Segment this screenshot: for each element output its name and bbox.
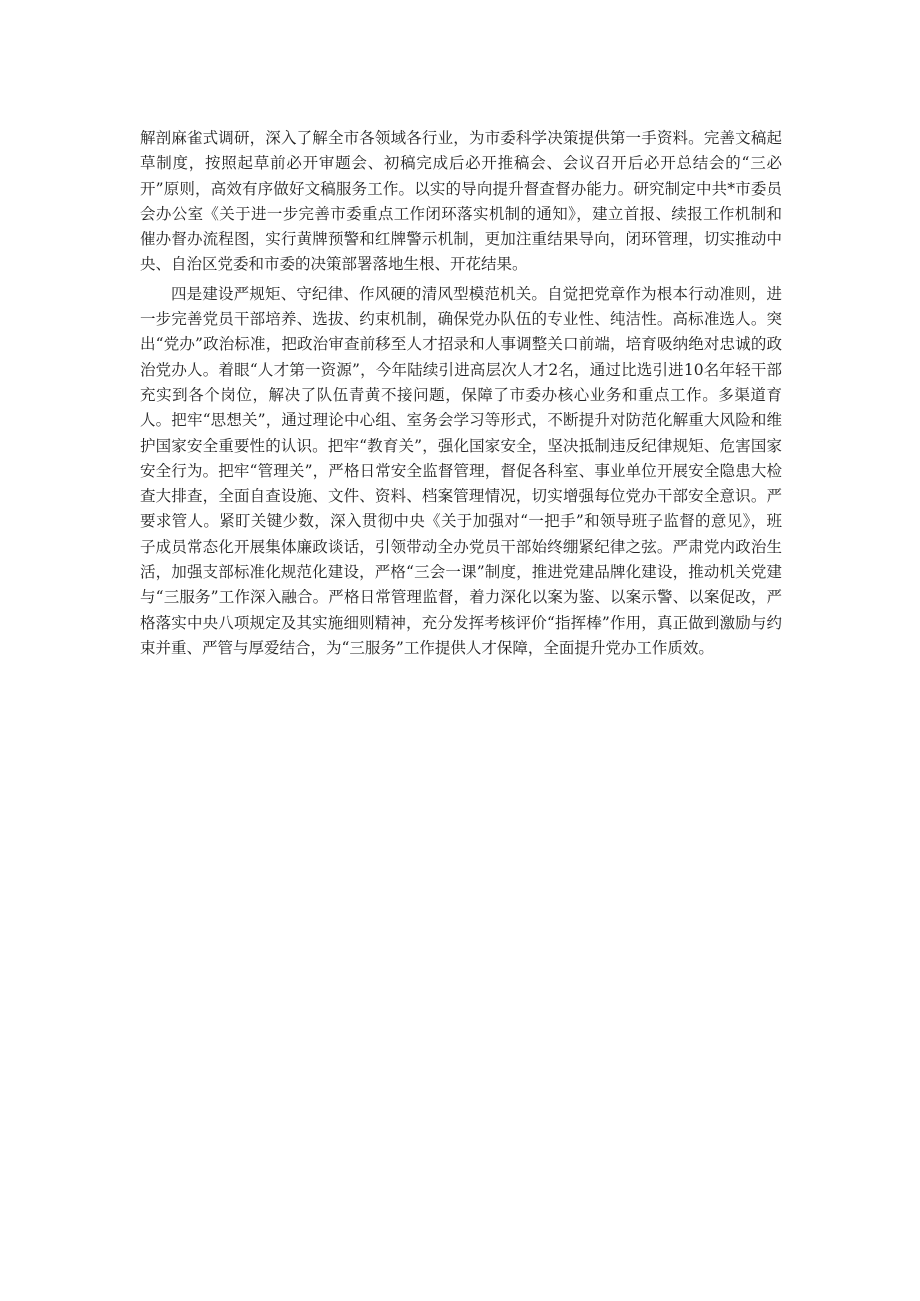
document-body — [140, 126, 782, 661]
paragraph-continued: 解剖麻雀式调研，深入了解全市各领域各行业，为市委科学决策提供第一手资料。完善文稿起草制度，按照起草前必开审题会、初稿完成后必开推稿会、会议召开后必开总结会的“三必开”原则，高效有序做好文稿服务工作。以实的导向提升督查督办能力。研究制定中共*市委员会办公室《关于进一步完善市委重点工作闭环落实机制的通知》，建立首报、续报工作机制和催办督办流程图，实行黄牌预警和红牌警示机制，更加注重结果导向，闭环管理，切实推动中央、自治区党委和市委的决策部署落地生根、开花结果。 — [140, 129, 782, 274]
paragraph-four: 四是建设严规矩、守纪律、作风硬的清风型模范机关。自觉把党章作为根本行动准则，进一步完善党员干部培养、选拔、约束机制，确保党办队伍的专业性、纯洁性。高标准选人。突出“党办”政治标准，把政治审查前移至人才招录和人事调整关口前端，培育吸纳绝对忠诚的政治党办人。着眼“人才第一资源”，今年陆续引进高层次人才2名，通过比选引进10名年轻干部充实到各个岗位，解决了队伍青黄不接问题，保障了市委办核心业务和重点工作。多渠道育人。把牢“思想关”，通过理论中心组、室务会学习等形式，不断提升对防范化解重大风险和维护国家安全重要性的认识。把牢“教育关”，强化国家安全，坚决抵制违反纪律规矩、危害国家安全行为。把牢“管理关”，严格日常安全监督管理，督促各科室、事业单位开展安全隐患大检查大排查，全面自查设施、文件、资料、档案管理情况，切实增强每位党办干部安全意识。严要求管人。紧盯关键少数，深入贯彻中央《关于加强对“一把手”和领导班子监督的意见》，班子成员常态化开展集体廉政谈话，引领带动全办党员干部始终绷紧纪律之弦。严肃党内政治生活，加强支部标准化规范化建设，严格“三会一课”制度，推进党建品牌化建设，推动机关党建与“三服务”工作深入融合。严格日常管理监督，着力深化以案为鉴、以案示警、以案促改，严格落实中央八项规定及其实施细则精神，充分发挥考核评价“指挥棒”作用，真正做到激励与约束并重、严管与厚爱结合，为“三服务”工作提供人才保障，全面提升党办工作质效。 — [140, 284, 782, 657]
